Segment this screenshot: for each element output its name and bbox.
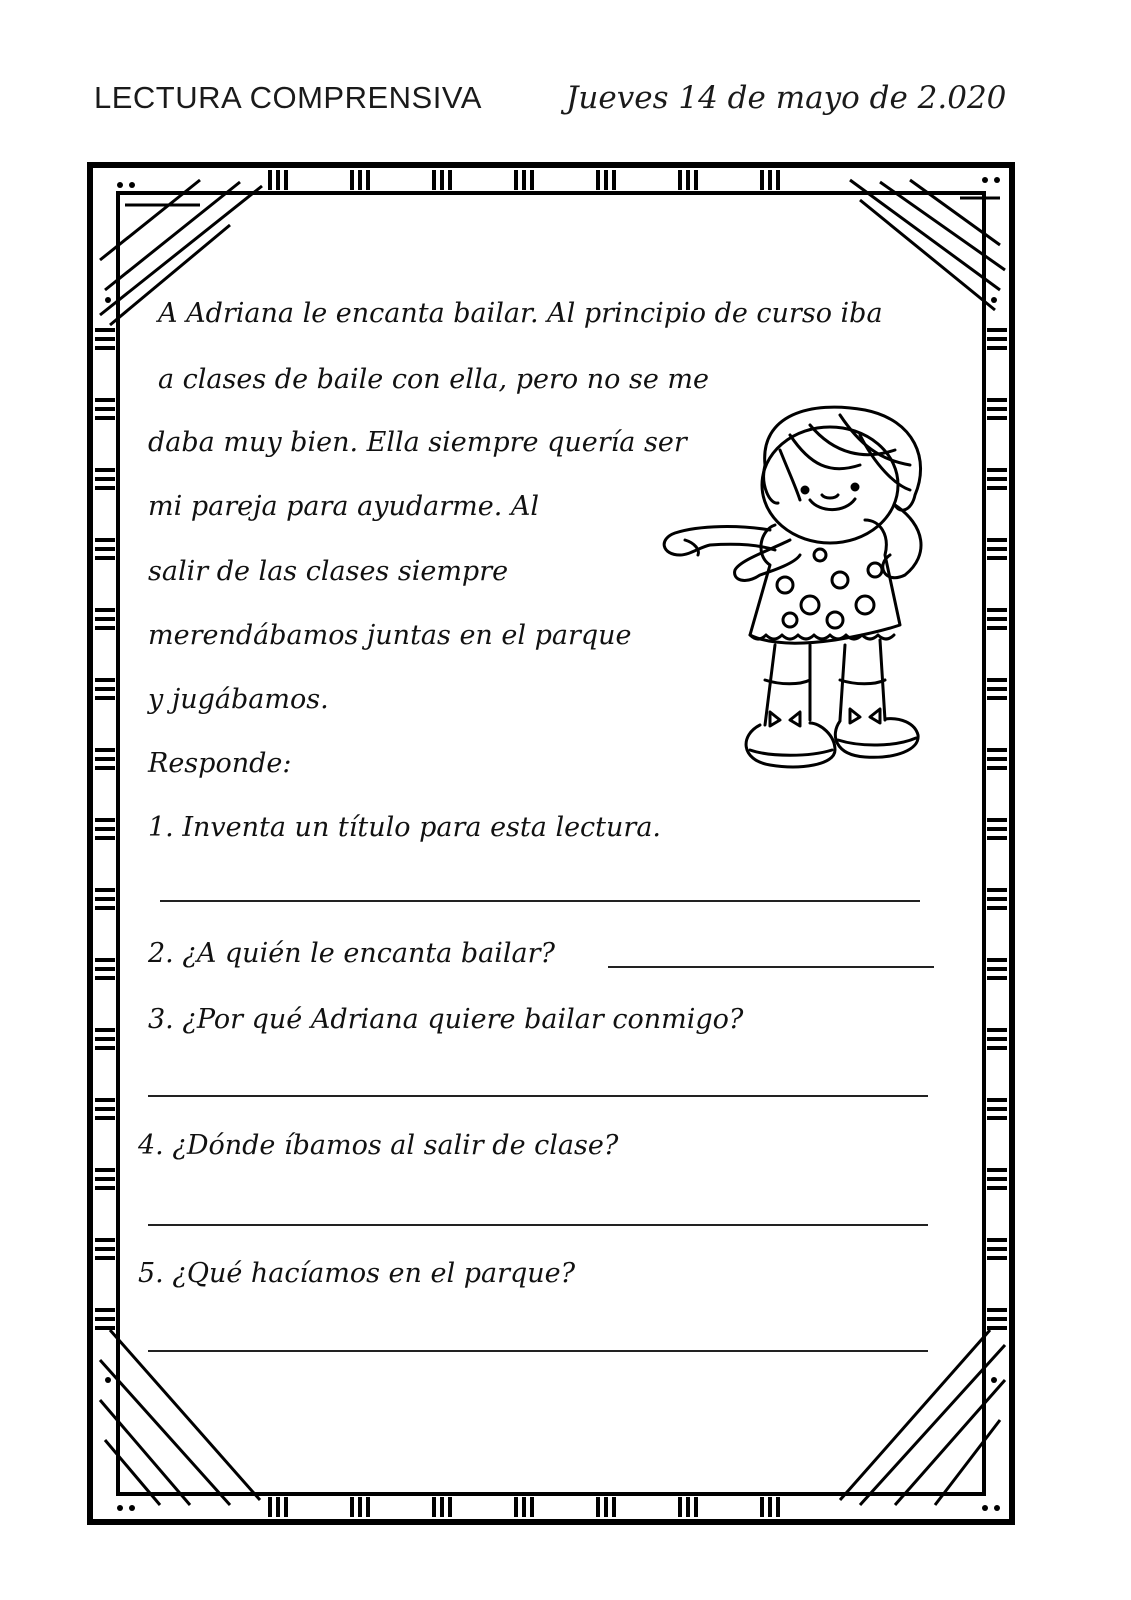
- reading-line: a clases de baile con ella, pero no se me: [158, 364, 709, 395]
- answer-line-2[interactable]: [608, 966, 934, 968]
- reading-line: A Adriana le encanta bailar. Al principio de curso iba: [158, 298, 883, 329]
- question-1: 1. Inventa un título para esta lectura.: [148, 812, 661, 843]
- answer-line-5[interactable]: [148, 1350, 928, 1352]
- answer-line-1[interactable]: [160, 900, 920, 902]
- reading-line: mi pareja para ayudarme. Al: [148, 491, 540, 522]
- reading-line: merendábamos juntas en el parque: [148, 620, 632, 651]
- reading-line: salir de las clases siempre: [148, 556, 509, 587]
- worksheet-title: LECTURA COMPRENSIVA: [94, 80, 482, 115]
- worksheet-date: Jueves 14 de mayo de 2.020: [566, 80, 1007, 116]
- questions-heading: Responde:: [148, 748, 292, 779]
- question-5: 5. ¿Qué hacíamos en el parque?: [138, 1258, 576, 1289]
- question-3: 3. ¿Por qué Adriana quiere bailar conmigo?: [148, 1004, 744, 1035]
- reading-line: y jugábamos.: [148, 684, 329, 715]
- reading-line: daba muy bien. Ella siempre quería ser: [148, 427, 687, 458]
- answer-line-3[interactable]: [148, 1095, 928, 1097]
- question-2: 2. ¿A quién le encanta bailar?: [148, 938, 555, 969]
- dancing-girl-icon: [660, 405, 930, 785]
- question-4: 4. ¿Dónde íbamos al salir de clase?: [138, 1130, 619, 1161]
- answer-line-4[interactable]: [148, 1224, 928, 1226]
